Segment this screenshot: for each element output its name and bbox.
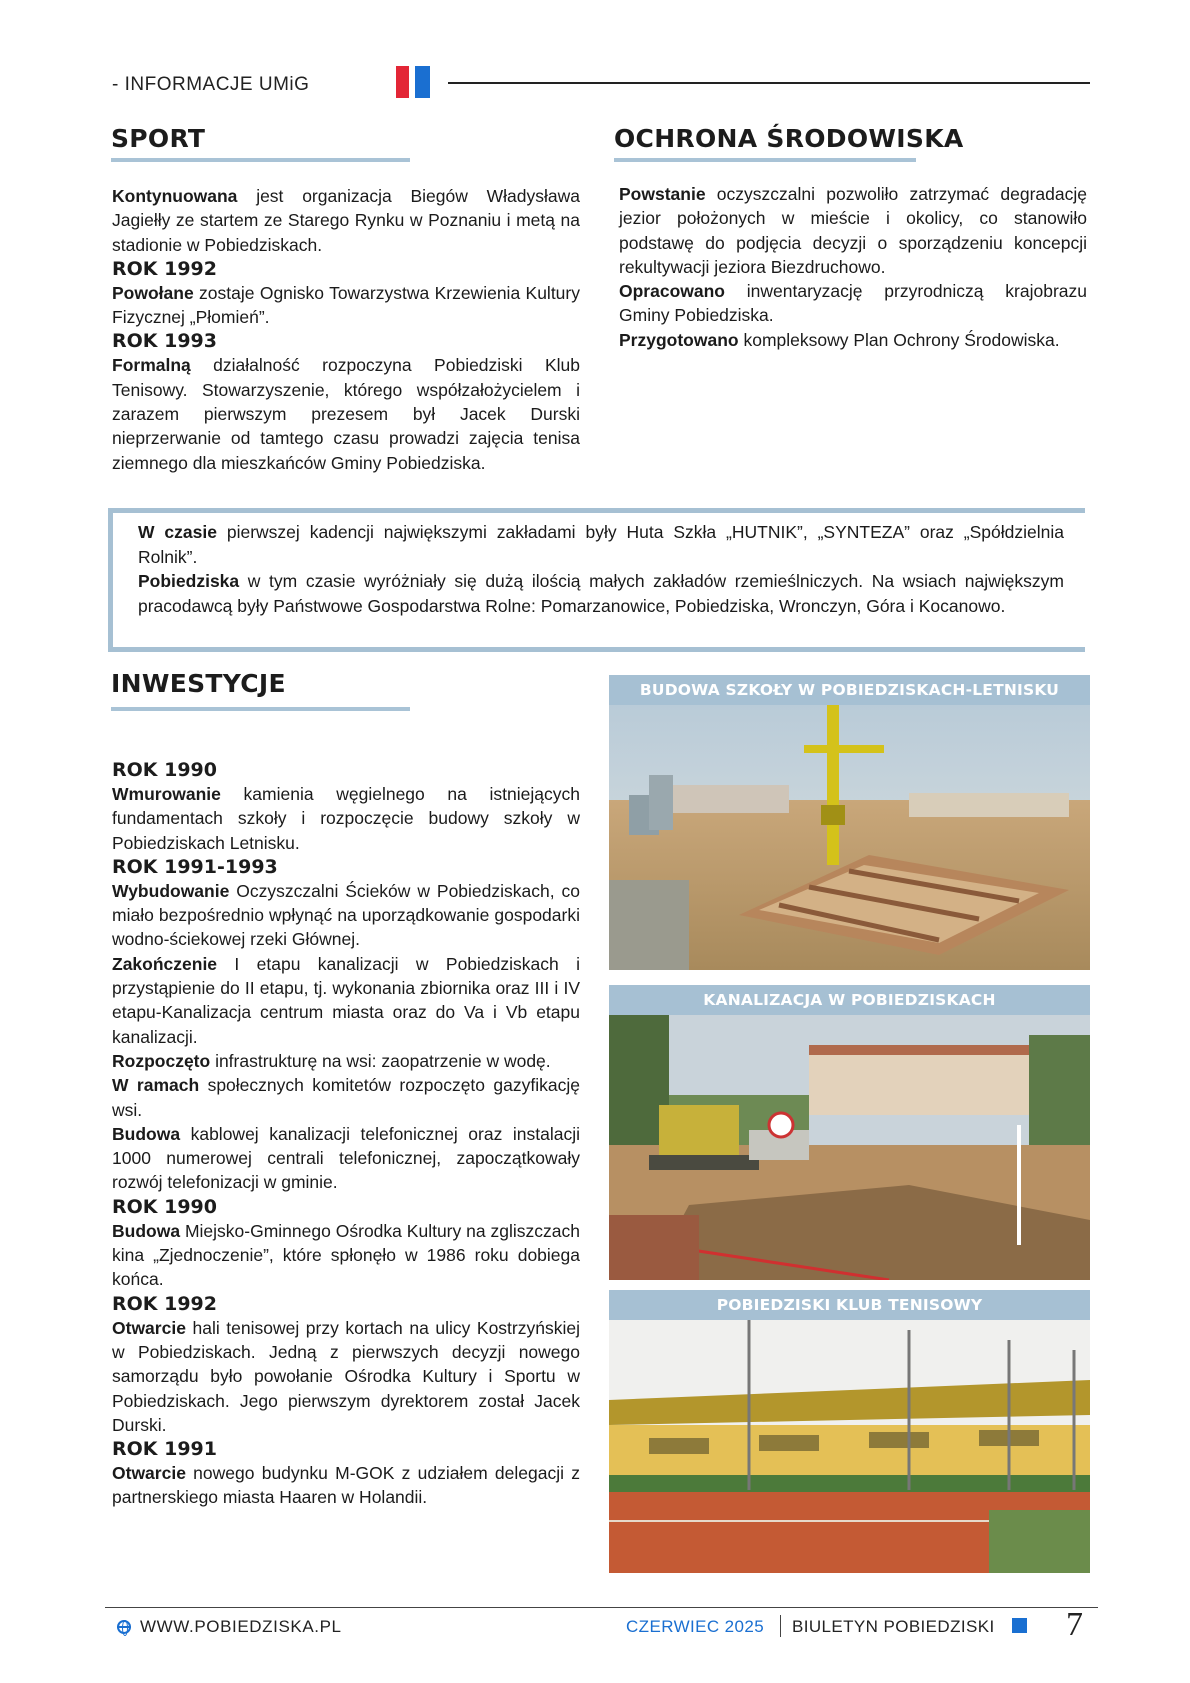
inw-i: nowego budynku M-GOK z udziałem delegacji z partnerskiego miasta Haaren w Holandii. — [112, 1463, 580, 1508]
section-label: - INFORMACJE UMiG — [112, 74, 310, 95]
ochrona-heading-bar — [614, 158, 916, 162]
inw-h-bold: Otwarcie — [112, 1317, 186, 1338]
inw-year-1: ROK 1990 — [112, 759, 218, 781]
inw-e: społecznych komitetów rozpoczęto gazyfikację wsi. — [112, 1075, 580, 1120]
flag-icon — [396, 66, 430, 98]
sport-p3: działalność rozpoczyna Pobiedziski Klub Tenisowy. Stowarzyszenie, którego współzałożycielem i zarazem pierwszym prezesem był Jacek Durski nieprzerwanie od tamtego czasu prowadzi zajęcia tenisa ziemnego dla mieszkańców Gminy Pobiedziska. — [112, 355, 580, 473]
sport-year-1: ROK 1992 — [112, 257, 218, 280]
sport-p1: jest organizacja Biegów Władysława Jagiełły ze startem ze Starego Rynku w Poznaniu i metą na stadionie w Pobiedziskach. — [112, 186, 580, 255]
inw-b: Oczyszczalni Ścieków w Pobiedziskach, co miało bezpośrednio wpłynąć na uporządkowanie gospodarki wodno-ściekowej rzeki Głównej. — [112, 880, 580, 950]
sport-p2: zostaje Ognisko Towarzystwa Krzewienia Kultury Fizycznej „Płomień”. — [112, 282, 580, 328]
inw-a: kamienia węgielnego na istniejących fundamentach szkoły i rozpoczęcie budowy szkoły w Pobiedziskach Letnisku. — [112, 784, 580, 853]
sport-heading: SPORT — [111, 124, 206, 153]
inw-b-bold: Wybudowanie — [112, 880, 230, 901]
header-rule — [448, 82, 1090, 84]
footer-website-link[interactable]: WWW.POBIEDZISKA.PL — [140, 1617, 342, 1636]
ochrona-p2-bold: Opracowano — [619, 281, 725, 302]
ochrona-p1-bold: Powstanie — [619, 184, 706, 204]
inw-c: I etapu kanalizacji w Pobiedziskach i przystąpienie do II etapu, tj. wykonania zbiornika oraz III i IV etapu-Kanalizacja centrum miasta oraz do Va i Vb etapu kanalizacji. — [112, 953, 580, 1047]
photo-sewage-works — [609, 1015, 1090, 1280]
box-p2-bold: Pobiedziska — [138, 571, 240, 591]
inw-year-3: ROK 1990 — [112, 1195, 218, 1218]
box-p1: pierwszej kadencji największymi zakładami były Huta Szkła „HUTNIK”, „SYNTEZA” oraz „Spółdzielnia Rolnik”. — [138, 522, 1064, 567]
inw-h: hali tenisowej przy kortach na ulicy Kostrzyńskiej w Pobiedziskach. Jedną z pierwszych decyzji nowego samorządu było powołanie Ośrodka Kultury i Sportu w Pobiedziskach. Jego pierwszym dyrektorem został Jacek Durski. — [112, 1317, 580, 1435]
inwestycje-column — [112, 758, 580, 1510]
inwestycje-heading-bar — [111, 707, 410, 711]
ochrona-p2: inwentaryzację przyrodniczą krajobrazu Gminy Pobiedziska. — [619, 281, 1087, 326]
square-icon — [1012, 1618, 1027, 1633]
ochrona-p3-bold: Przygotowano — [619, 329, 739, 350]
photo-caption-sewage: KANALIZACJA W POBIEDZISKACH — [609, 985, 1090, 1015]
photo-school-construction — [609, 705, 1090, 970]
inw-d: infrastrukturę na wsi: zaopatrzenie w wodę. — [210, 1050, 551, 1071]
inw-f-bold: Budowa — [112, 1123, 181, 1144]
inwestycje-heading: INWESTYCJE — [111, 669, 286, 698]
photo-caption-tennis: POBIEDZISKI KLUB TENISOWY — [609, 1290, 1090, 1320]
sport-p3-bold: Formalną — [112, 355, 191, 376]
sport-year-2: ROK 1993 — [112, 330, 218, 353]
box-p1-bold: W czasie — [138, 522, 217, 542]
photo-caption-school: BUDOWA SZKOŁY W POBIEDZISKACH-LETNISKU — [609, 675, 1090, 705]
inw-year-2: ROK 1991-1993 — [112, 855, 278, 878]
sport-column — [112, 184, 580, 475]
page-number: 7 — [1066, 1606, 1083, 1643]
ochrona-heading: OCHRONA ŚRODOWISKA — [614, 124, 964, 153]
inw-year-4: ROK 1992 — [112, 1292, 218, 1315]
footer-rule — [105, 1607, 1098, 1608]
photo-tennis-hall — [609, 1320, 1090, 1573]
inw-e-bold: W ramach — [112, 1075, 200, 1096]
footer-separator — [780, 1615, 781, 1637]
footer-date: CZERWIEC 2025 — [626, 1617, 765, 1636]
inw-d-bold: Rozpoczęto — [112, 1050, 211, 1071]
inw-f: kablowej kanalizacji telefonicznej oraz instalacji 1000 numerowej centrali telefonicznej, zapoczątkowały rozwój telefonizacji w gminie. — [112, 1123, 580, 1193]
footer-publication: BIULETYN POBIEDZISKI — [792, 1617, 995, 1636]
inw-year-5: ROK 1991 — [112, 1438, 218, 1461]
inw-i-bold: Otwarcie — [112, 1463, 186, 1484]
sport-heading-bar — [111, 158, 410, 162]
sport-p2-bold: Powołane — [112, 282, 194, 303]
ochrona-p1: oczyszczalni pozwoliło zatrzymać degradację jezior położonych w mieście i okolicy, co stanowiło podstawę do podjęcia decyzji o sporządzeniu koncepcji rekultywacji jeziora Biezdruchowo. — [619, 184, 1087, 277]
box-p2: w tym czasie wyróżniały się dużą ilością małych zakładów rzemieślniczych. Na wsiach największym pracodawcą były Państwowe Gospodarstwa Rolne: Pomarzanowice, Pobiedziska, Wronczyn, Góra i Kocanowo. — [138, 571, 1064, 616]
inw-a-bold: Wmurowanie — [112, 784, 221, 804]
inw-g-bold: Budowa — [112, 1220, 181, 1241]
inw-g: Miejsko-Gminnego Ośrodka Kultury na zgliszczach kina „Zjednoczenie”, które spłonęło w 1986 roku dobiega końca. — [112, 1220, 580, 1290]
globe-icon — [117, 1620, 131, 1634]
ochrona-p3: kompleksowy Plan Ochrony Środowiska. — [738, 329, 1060, 350]
info-box — [138, 520, 1064, 618]
sport-p1-bold: Kontynuowana — [112, 186, 238, 206]
inw-c-bold: Zakończenie — [112, 953, 218, 974]
ochrona-column — [619, 182, 1087, 352]
